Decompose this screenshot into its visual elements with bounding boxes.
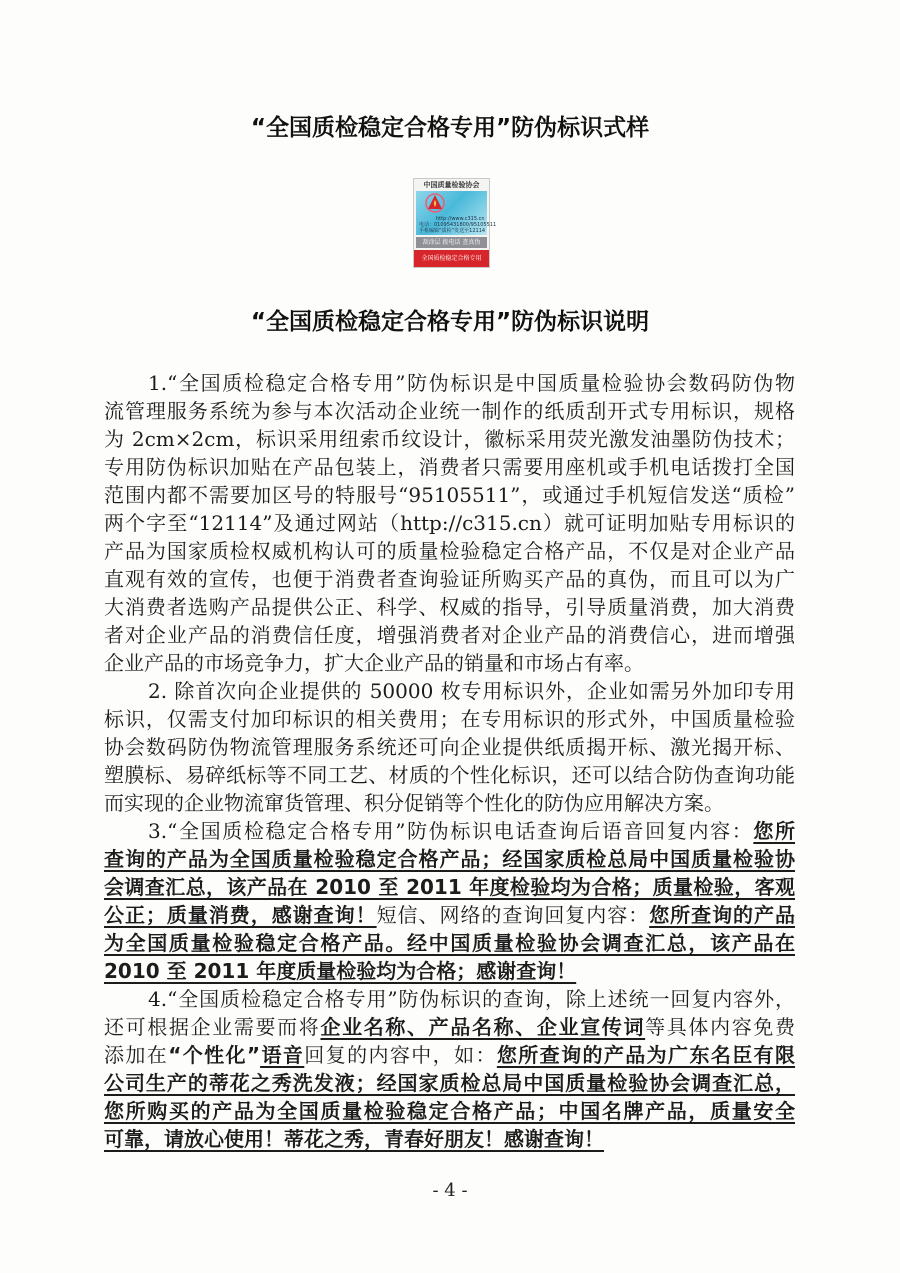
text-line: [104, 929, 795, 957]
paragraph-1: [104, 369, 795, 677]
text-line: [104, 369, 795, 397]
label-footer-band: 全国质检稳定合格专用: [414, 250, 489, 267]
text-line: [104, 509, 795, 537]
text-segment: 者对企业产品的消费信任度，增强消费者对企业产品的消费信心，进而增强: [104, 623, 795, 647]
text-segment: 直观有效的宣传，也便于消费者查询验证所购买产品的真伪，而且可以为广: [104, 567, 795, 591]
emphasized-text-segment: “个性化”: [168, 1043, 261, 1067]
page-number: - 4 -: [432, 1180, 468, 1201]
text-line: [104, 1097, 795, 1125]
text-segment: 短信、网络的查询回复内容：: [376, 903, 650, 927]
text-segment: 大消费者选购产品提供公正、科学、权威的指导，引导质量消费，加大消费: [104, 595, 795, 619]
text-line: [104, 1013, 795, 1041]
text-line: [104, 565, 795, 593]
text-segment: 4.“全国质检稳定合格专用”防伪标识的查询，除上述统一回复内容外，: [148, 987, 795, 1011]
text-segment: 还可根据企业需要而将: [104, 1015, 321, 1039]
text-segment: 协会数码防伪物流管理服务系统还可向企业提供纸质揭开标、激光揭开标、: [104, 735, 795, 759]
paragraph-3: [104, 817, 795, 985]
text-line: [104, 957, 795, 985]
text-segment: 等具体内容免费: [645, 1015, 796, 1039]
text-line: [104, 733, 795, 761]
text-line: [104, 397, 795, 425]
emphasized-text-segment: 企业名称、产品名称、企业宣传词: [320, 1015, 646, 1039]
sample-title: “全国质检稳定合格专用”防伪标识式样: [250, 115, 650, 141]
text-line: [104, 649, 795, 677]
text-segment: 塑膜标、易碎纸标等不同工艺、材质的个性化标识，还可以结合防伪查询功能: [104, 763, 795, 787]
paragraph-4: [104, 985, 795, 1153]
text-line: [104, 985, 795, 1013]
label-scratch-band: 刮涂层 拨电话 查真伪: [416, 237, 487, 248]
text-segment: 1.“全国质检稳定合格专用”防伪标识是中国质量检验协会数码防伪物: [148, 371, 795, 395]
paragraph-2: [104, 677, 795, 817]
text-line: [104, 1069, 795, 1097]
emphasized-text-segment: 语音: [260, 1043, 305, 1067]
text-line: [104, 705, 795, 733]
text-line: [104, 901, 795, 929]
text-line: [104, 481, 795, 509]
text-line: [104, 453, 795, 481]
label-panel: [416, 191, 497, 235]
logo-icon: [422, 192, 448, 214]
text-segment: 而实现的企业物流窜货管理、积分促销等个性化的防伪应用解决方案。: [104, 791, 724, 815]
emphasized-text-segment: 为全国质量检验稳定合格产品。经中国质量检验协会调查汇总，该产品在: [104, 931, 795, 955]
text-line: [104, 1125, 795, 1153]
text-segment: 两个字至“12114”及通过网站（http://c315.cn）就可证明加贴专用标识的: [104, 511, 795, 535]
emphasized-text-segment: 查询的产品为全国质量检验稳定合格产品；经国家质检总局中国质量检验协: [104, 847, 795, 871]
text-line: [104, 677, 795, 705]
anti-counterfeit-label-sample: [413, 178, 497, 268]
emphasized-text-segment: 您所查询的产品: [649, 903, 795, 927]
text-line: [104, 425, 795, 453]
text-line: [104, 621, 795, 649]
text-line: [104, 1041, 795, 1069]
emphasized-text-segment: 公司生产的蒂花之秀洗发液；经国家质检总局中国质量检验协会调查汇总，: [104, 1071, 795, 1095]
text-line: [104, 789, 795, 817]
text-segment: 2. 除首次向企业提供的 50000 枚专用标识外，企业如需另外加印专用: [148, 679, 795, 703]
text-segment: 为 2cm×2cm，标识采用纽索币纹设计，徽标采用荧光激发油墨防伪技术；: [104, 427, 795, 451]
emphasized-text-segment: 您所购买的产品为全国质量检验稳定合格产品；中国名牌产品，质量安全: [104, 1099, 795, 1123]
text-segment: 产品为国家质检权威机构认可的质量检验稳定合格产品，不仅是对企业产品: [104, 539, 795, 563]
text-segment: 专用防伪标识加贴在产品包装上，消费者只需要用座机或手机电话拨打全国: [104, 455, 795, 479]
emphasized-text-segment: 您所: [753, 819, 796, 843]
text-segment: 企业产品的市场竞争力，扩大企业产品的销量和市场占有率。: [104, 651, 644, 675]
text-line: [104, 873, 795, 901]
label-url: http://www.c315.cn: [436, 216, 485, 222]
label-sms: 手机编辑“质检”发送至12114: [419, 228, 486, 234]
emphasized-text-segment: 可靠，请放心使用！蒂花之秀，青春好朋友！感谢查询！: [104, 1127, 604, 1151]
text-segment: 3.“全国质检稳定合格专用”防伪标识电话查询后语音回复内容：: [148, 819, 754, 843]
text-segment: 流管理服务系统为参与本次活动企业统一制作的纸质刮开式专用标识，规格: [104, 399, 795, 423]
label-phone: 电话：01095431800/95105511: [419, 222, 497, 228]
text-segment: 回复的内容中，如：: [304, 1043, 497, 1067]
label-organization: 中国质量检验协会: [423, 181, 480, 189]
emphasized-text-segment: 您所查询的产品为广东名臣有限: [496, 1043, 796, 1067]
text-line: [104, 593, 795, 621]
emphasized-text-segment: 公正；质量消费，感谢查询！: [104, 903, 377, 927]
emphasized-text-segment: 会调查汇总，该产品在 2010 至 2011 年度检验均为合格；质量检验，客观: [104, 875, 795, 899]
body-text: [104, 369, 795, 1153]
text-line: [104, 817, 795, 845]
text-segment: 标识，仅需支付加印标识的相关费用；在专用标识的形式外，中国质量检验: [104, 707, 795, 731]
text-line: [104, 761, 795, 789]
description-title: “全国质检稳定合格专用”防伪标识说明: [250, 309, 650, 335]
text-line: [104, 537, 795, 565]
text-line: [104, 845, 795, 873]
text-segment: 添加在: [104, 1043, 169, 1067]
emphasized-text-segment: 2010 至 2011 年度质量检验均为合格；感谢查询！: [104, 959, 577, 983]
text-segment: 范围内都不需要加区号的特服号“95105511”，或通过手机短信发送“质检”: [104, 483, 795, 507]
